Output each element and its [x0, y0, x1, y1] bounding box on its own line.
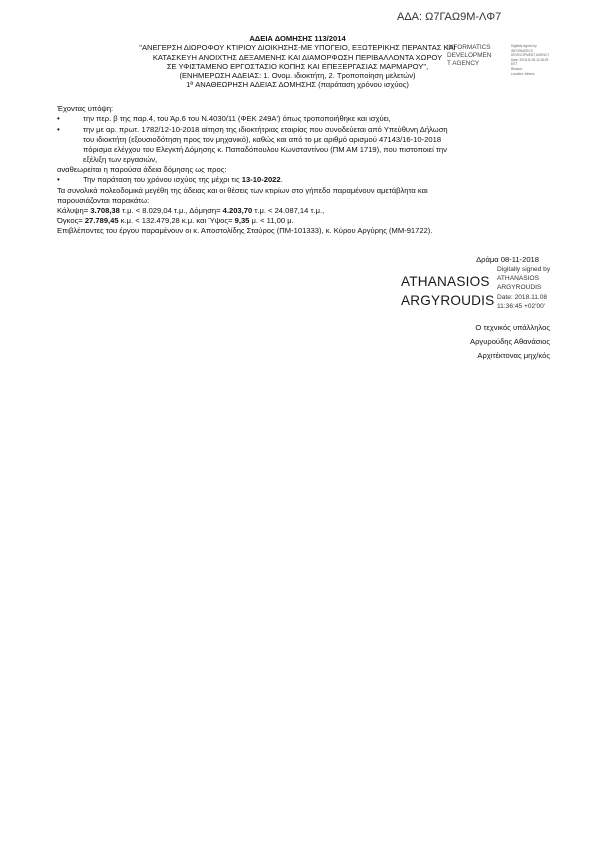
- agency-signature-details: Digitally signed by INFORMATICS DEVELOPMENT AGENCY Date: 2018.11.08 11:38:25 EET Reason: Location: Athens: [511, 44, 550, 76]
- signer-last-name: ARGYROUDIS: [401, 293, 495, 308]
- digi-line-1: Digitally signed by: [497, 266, 551, 273]
- digital-signature-details: [497, 265, 550, 311]
- volume-line: Όγκος= 27.789,45 κ.μ. < 132.479,28 κ.μ. και Ύψος= 9,35 μ. < 11,00 μ.: [57, 216, 294, 225]
- bullet-icon: •: [57, 114, 60, 123]
- having-heading: Έχοντας υπόψη:: [57, 104, 114, 113]
- stamp-line-1: INFORMATICS: [447, 44, 491, 51]
- title-line-4: ΣΕ ΥΦΙΣΤΑΜΕΝΟ ΕΡΓΟΣΤΑΣΙΟ ΚΟΠΗΣ ΚΑΙ ΕΠΕΞΕΡΓΑΣΙΑΣ ΜΑΡΜΑΡΟΥ",: [166, 61, 429, 71]
- bullet-2-line-2: του ιδιοκτήτη (εξουσιοδότηση προς τον μηχανικό), καθώς και από το με αριθμό αρισμού 47143/16-10-2018: [83, 135, 442, 144]
- digi-line-5: 11:36:45 +02'00': [497, 302, 546, 310]
- bullet-2-line-3: πόρισμα ελέγχου του Ελεγκτή Δόμησης κ. Παπαδόπουλου Κωνσταντίνου (ΠΜ ΑΜ 1719), που πιστοποιεί την: [83, 145, 447, 154]
- building-value: 4.203,70: [222, 206, 253, 215]
- coverage-value: 3.708,38: [90, 206, 120, 215]
- stamp-line-2: DEVELOPMEN: [447, 52, 492, 59]
- signer-role-block: [0, 321, 550, 363]
- totals-line-1: Τα συνολικά πολεοδομικά μεγέθη της άδειας και οι θέσεις των κτιρίων στο γήπεδο παραμένουν αμετάβλητα και: [57, 186, 428, 195]
- supervisors-line: Επιβλέποντες του έργου παραμένουν οι κ. Αποστολίδης Σταύρος (ΠΜ-101333), κ. Κύρου Αργύρης (ΜΜ-91722).: [57, 226, 433, 235]
- title-line-5: (ΕΝΗΜΕΡΩΣΗ ΑΔΕΙΑΣ: 1. Ονομ. ιδιοκτήτη, 2. Τροποποίηση μελετών): [179, 71, 416, 81]
- signature-date: Δράμα 08-11-2018: [476, 255, 539, 264]
- signer-name: Αργυρούδης Αθανάσιος: [470, 337, 550, 346]
- totals-line-2: παρουσιάζονται παρακάτω:: [57, 196, 150, 205]
- title-line-3: ΚΑΤΑΣΚΕΥΗ ΑΝΟΙΧΤΗΣ ΔΕΞΑΜΕΝΗΣ ΚΑΙ ΔΙΑΜΟΡΦΩΣΗ ΠΕΡΙΒΑΛΛΟΝΤΑ ΧΩΡΟΥ: [152, 52, 443, 62]
- title-line-6: 1ª ΑΝΑΘΕΩΡΗΣΗ ΑΔΕΙΑΣ ΔΟΜΗΣΗΣ (παράταση χρόνου ισχύος): [186, 80, 409, 90]
- signer-first-name: ATHANASIOS: [401, 274, 490, 289]
- stamp-line-3: T AGENCY: [447, 60, 480, 67]
- digi-line-4: Date: 2018.11.08: [497, 293, 548, 301]
- title-line-2: "ΑΝΕΓΕΡΣΗ ΔΙΩΡΟΦΟΥ ΚΤΙΡΙΟΥ ΔΙΟΙΚΗΣΗΣ-ΜΕ ΥΠΟΓΕΙΟ, ΕΞΩΤΕΡΙΚΗΣ ΠΕΡΑΝΤΑΣ ΚΑΙ: [139, 43, 456, 53]
- signer-role: Ο τεχνικός υπάλληλος: [475, 323, 550, 332]
- bullet-1: την περ. β της παρ.4, του Άρ.6 του Ν.4030/11 (ΦΕΚ 249Α') όπως τροποποιήθηκε και ισχύει,: [83, 114, 391, 123]
- digi-line-2: ATHANASIOS: [497, 275, 540, 283]
- digi-line-3: ARGYROUDIS: [497, 284, 542, 292]
- signer-title: Αρχιτέκτονας μηχ/κός: [477, 351, 550, 360]
- height-value: 9,35: [234, 216, 250, 225]
- bullet-2-line-1: την με αρ. πρωτ. 1782/12-10-2018 αίτηση της ιδιοκτήτριας εταιρίας που συνοδεύεται από Υπεύθυνη Δήλωση: [83, 125, 448, 134]
- ada-code: ΑΔΑ: Ω7ΓΑΩ9Μ-ΛΦ7: [397, 11, 502, 23]
- bullet-3: Την παράταση του χρόνου ισχύος της μέχρι τις 13-10-2022.: [83, 175, 283, 184]
- bullet-2-line-4: εξέλιξη των εργασιών,: [83, 155, 158, 164]
- bullet-icon: •: [57, 125, 60, 134]
- revised-statement: αναθεωρείται η παρούσα άδεια δόμησης ως προς:: [57, 165, 227, 174]
- title-block: [0, 34, 595, 90]
- permit-number: ΑΔΕΙΑ ΔΟΜΗΣΗΣ 113/2014: [249, 34, 346, 43]
- coverage-line: Κάλυψη= 3.708,38 τ.μ. < 8.029,04 τ.μ., Δόμηση= 4.203,70 τ.μ. < 24.087,14 τ.μ.,: [57, 206, 325, 215]
- agency-signature-stamp: [447, 44, 491, 68]
- volume-value: 27.789,45: [84, 216, 119, 225]
- extension-date: 13-10-2022: [241, 175, 281, 184]
- bullet-icon: •: [57, 175, 60, 184]
